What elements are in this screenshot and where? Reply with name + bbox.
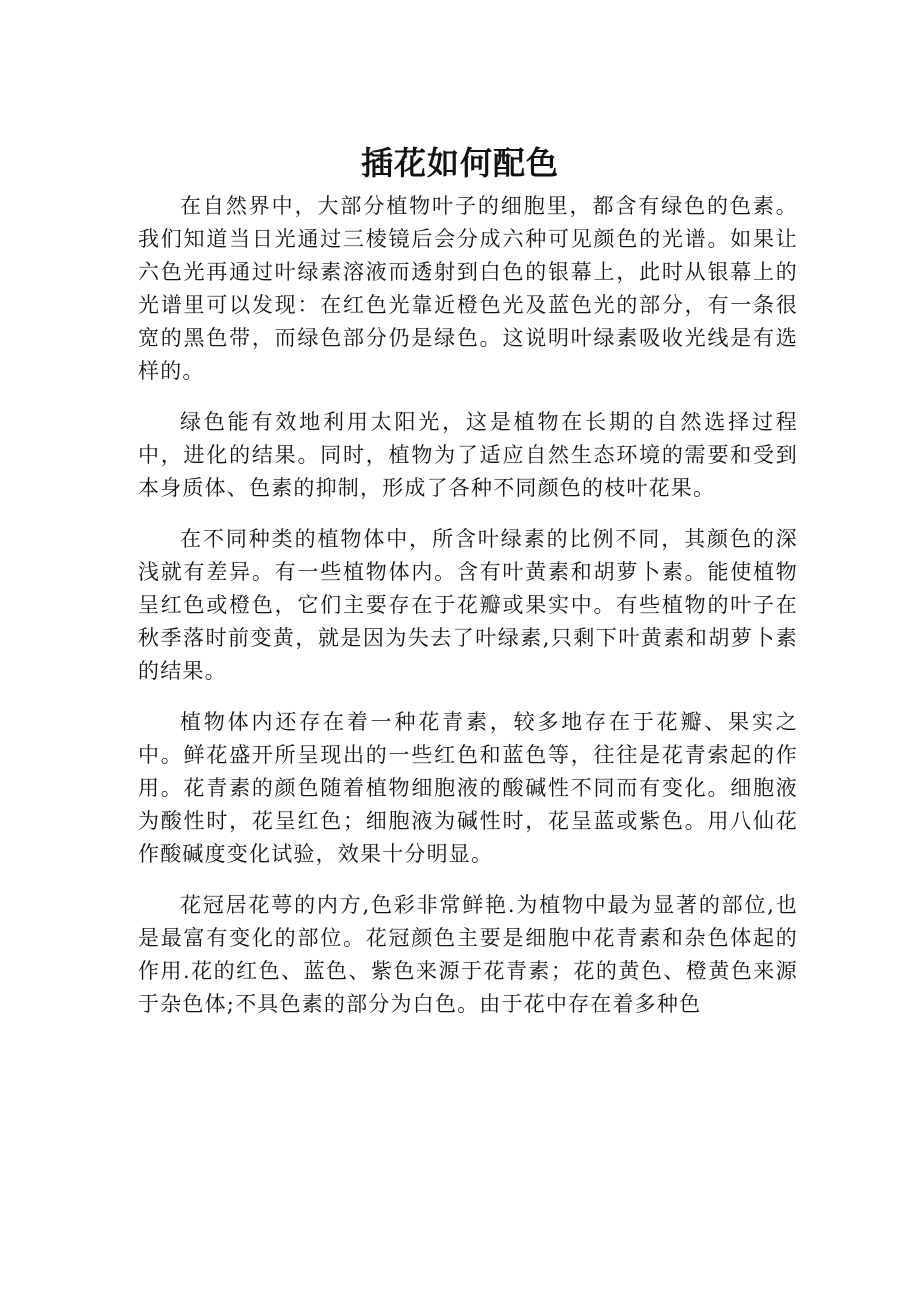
paragraph: 绿色能有效地利用太阳光，这是植物在长期的自然选择过程中，进化的结果。同时，植物为了适应自然生态环境的需要和受到本身质体、色素的抑制，形成了各种不同颜色的枝叶花果。: [138, 410, 798, 500]
paragraph: 花冠居花萼的内方,色彩非常鲜艳.为植物中最为显著的部位,也是最富有变化的部位。花冠颜色主要是细胞中花青素和杂色体起的作用.花的红色、蓝色、紫色来源于花青素；花的黄色、橙黄色来源于杂色体;不具色素的部分为白色。由于花中存在着多种色: [138, 893, 798, 1016]
document-body: [138, 190, 798, 1039]
paragraph: 在不同种类的植物体中，所含叶绿素的比例不同，其颜色的深浅就有差异。有一些植物体内。含有叶黄素和胡萝卜素。能使植物呈红色或橙色，它们主要存在于花瓣或果实中。有些植物的叶子在秋季落时前变黄，就是因为失去了叶绿素,只剩下叶黄素和胡萝卜素的结果。: [138, 527, 798, 683]
paragraph: 植物体内还存在着一种花青素，较多地存在于花瓣、果实之中。鲜花盛开所呈现出的一些红色和蓝色等，往往是花青索起的作用。花青素的颜色随着植物细胞液的酸碱性不同而有变化。细胞液为酸性时，花呈红色；细胞液为碱性时，花呈蓝或紫色。用八仙花作酸碱度变化试验，效果十分明显。: [138, 710, 798, 866]
paragraph: 在自然界中，大部分植物叶子的细胞里，都含有绿色的色素。我们知道当日光通过三棱镜后会分成六种可见颜色的光谱。如果让六色光再通过叶绿素溶液而透射到白色的银幕上，此时从银幕上的光谱里可以发现：在红色光靠近橙色光及蓝色光的部分，有一条很宽的黑色带，而绿色部分仍是绿色。这说明叶绿素吸收光线是有选样的。: [138, 194, 798, 383]
document-title: 插花如何配色: [360, 144, 559, 183]
